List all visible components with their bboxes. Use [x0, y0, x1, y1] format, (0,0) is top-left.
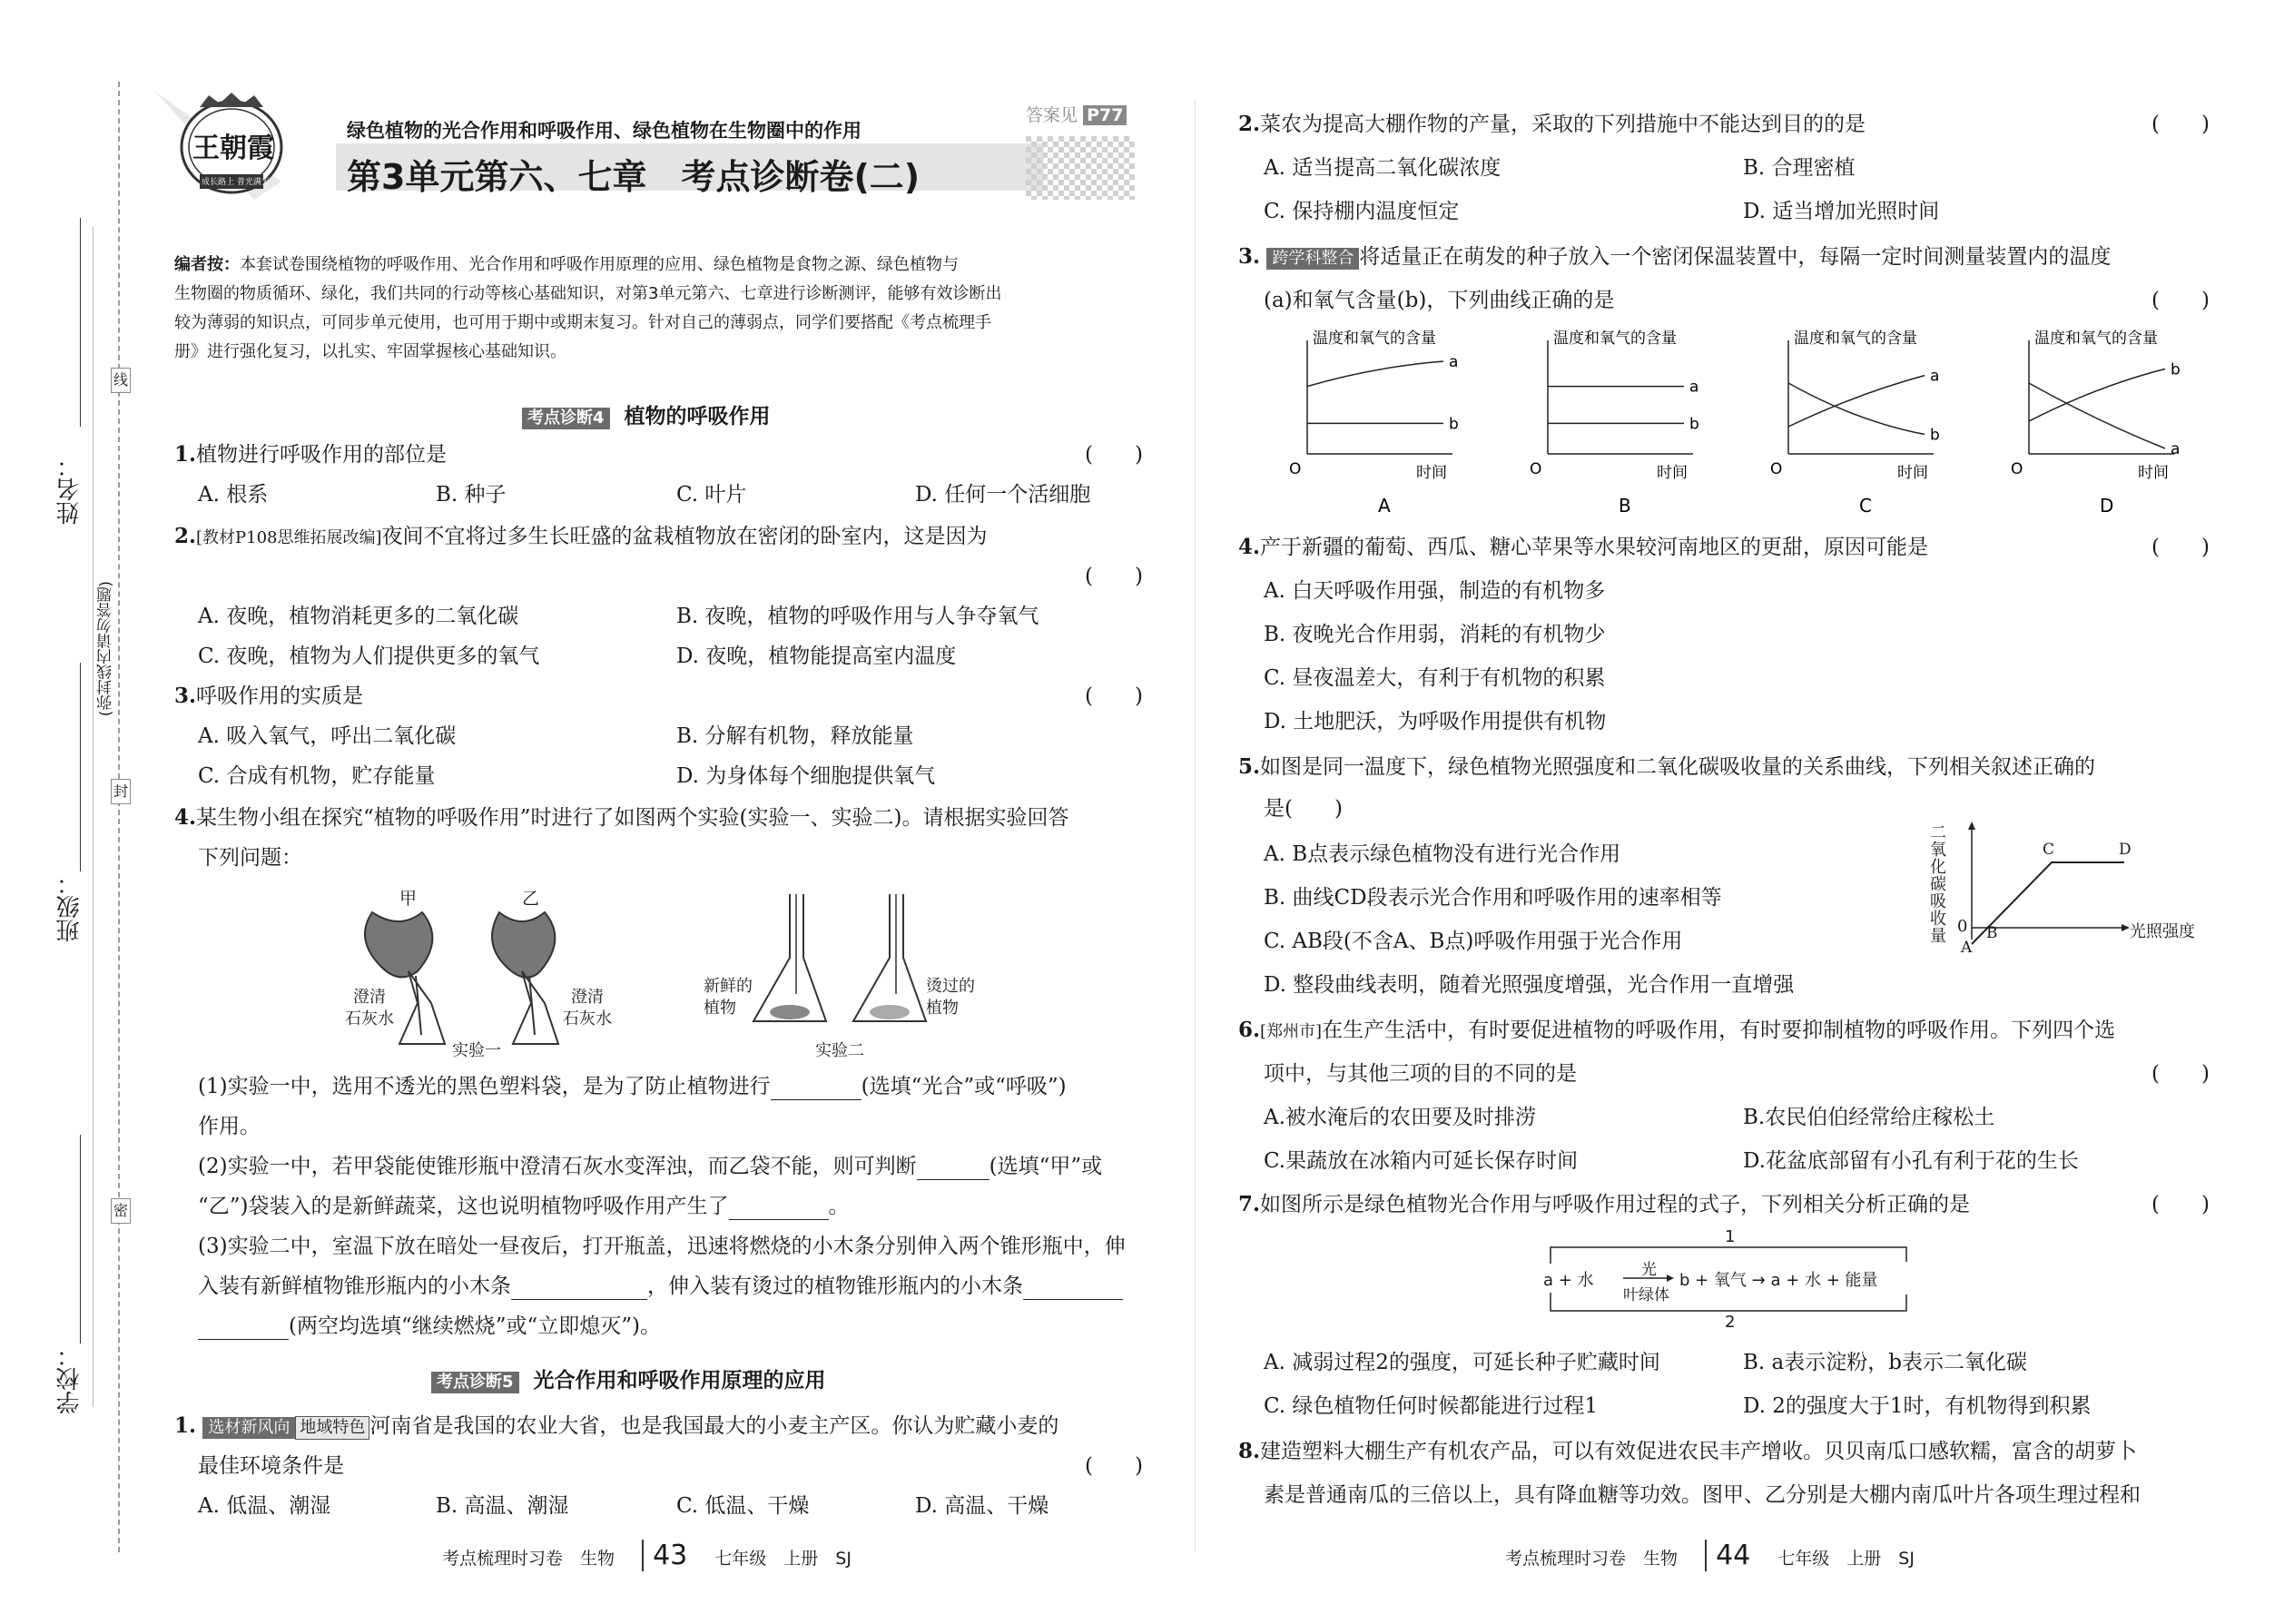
q5-graph [1915, 817, 2224, 971]
page-divider [1195, 100, 1196, 1552]
option-b[interactable]: B. 合理密植 [1743, 156, 1856, 180]
footer-book: 考点梳理时习卷 生物 [1505, 1549, 1679, 1569]
seal-mark-xian: 线 [111, 368, 131, 393]
answer-paren[interactable]: ( ) [2151, 1062, 2210, 1086]
blank-input[interactable] [511, 1299, 647, 1300]
question-text-cont: 项中，与其他三项的目的不同的是 [1264, 1062, 1577, 1086]
page-title: 第3单元第六、七章 考点诊断卷(二) [347, 157, 921, 197]
editor-note-line: 册》进行强化复习，以扎实、牢固掌握核心基础知识。 [174, 342, 566, 361]
answer-paren[interactable]: ( ) [2151, 113, 2210, 136]
option-c[interactable]: C. 夜晚，植物为人们提供更多的氧气 [198, 645, 540, 668]
footer-book: 考点梳理时习卷 生物 [442, 1549, 615, 1569]
origin-label: O [2011, 460, 2023, 478]
option-d[interactable]: D. 整段曲线表明，随着光照强度增强，光合作用一直增强 [1264, 973, 1795, 997]
graph-letter: D [2100, 495, 2114, 517]
question-number: 1. [174, 1413, 197, 1438]
question-number: 8. [1238, 1439, 1261, 1463]
section-heading-4 [522, 399, 771, 429]
section-tag: 考点诊断5 [431, 1372, 519, 1393]
q3-graphs [1280, 327, 2242, 517]
question-number: 2. [1238, 112, 1261, 136]
question-text: 呼吸作用的实质是 [196, 684, 364, 708]
question-number: 3. [174, 684, 197, 708]
right-question-4 [1238, 534, 1928, 561]
question-source: [郑州市] [1260, 1022, 1323, 1041]
section-heading-5 [431, 1363, 826, 1393]
school-field[interactable] [80, 1135, 81, 1343]
class-field[interactable] [80, 663, 81, 871]
option-d[interactable]: D. 任何一个活细胞 [915, 483, 1091, 507]
editor-note-line: 本套试卷围绕植物的呼吸作用、光合作用和呼吸作用原理的应用、绿色植物是食物之源、绿色植物与 [240, 255, 959, 274]
option-d[interactable]: D. 2的强度大于1时，有机物得到积累 [1743, 1394, 2092, 1418]
x-axis-label: 时间 [1897, 464, 1928, 482]
editor-note-line: 生物圈的物质循环、绿化，我们共同的行动等核心基础知识，对第3单元第六、七章进行诊断测评，能够有效诊断出 [174, 284, 1002, 303]
question-tag: 跨学科整合 [1266, 248, 1359, 270]
question-text-cont: 最佳环境条件是 [198, 1454, 344, 1478]
question-number: 5. [1238, 754, 1261, 779]
seal-note: (弥封线内请勿答题) [97, 581, 115, 717]
curve-label: b [2171, 360, 2181, 379]
eq-process-1: 1 [1725, 1227, 1736, 1246]
y-axis-label: 温度和氧气的含量 [1553, 330, 1677, 348]
right-question-6 [1238, 1017, 2115, 1046]
option-a[interactable]: A. 夜晚，植物消耗更多的二氧化碳 [198, 605, 519, 628]
eq-process-2: 2 [1725, 1313, 1736, 1332]
question-text: 将适量正在萌发的种子放入一个密闭保温装置中，每隔一定时间测量装置内的温度 [1359, 245, 2112, 269]
x-axis-label: 时间 [1416, 464, 1447, 482]
q5-ylabel: 二 氧 化 碳 吸 收 量 [1930, 823, 1946, 946]
question-text: 如图所示是绿色植物光合作用与呼吸作用过程的式子，下列相关分析正确的是 [1260, 1193, 1971, 1216]
option-b[interactable]: B. 分解有机物，释放能量 [676, 724, 914, 748]
eq-right: b + 氧气 → a + 水 + 能量 [1679, 1271, 1878, 1290]
question-text: 如图是同一温度下，绿色植物光照强度和二氧化碳吸收量的关系曲线，下列相关叙述正确的 [1260, 755, 2096, 779]
option-a[interactable]: A. B点表示绿色植物没有进行光合作用 [1264, 842, 1621, 866]
answer-ref-label: 答案见 [1026, 105, 1078, 125]
curve-a [1307, 361, 1443, 387]
option-c[interactable]: C. 绿色植物任何时候都能进行过程1 [1264, 1394, 1599, 1418]
label-exp2: 实验二 [815, 1041, 864, 1060]
q4-part3-end: (两空均选填“继续燃烧”或“立即熄灭”)。 [198, 1313, 661, 1340]
origin-label: O [1289, 460, 1302, 478]
option-c[interactable]: C. 合成有机物，贮存能量 [198, 764, 436, 788]
curve-b [1788, 383, 1925, 434]
question-number: 4. [1238, 535, 1261, 559]
option-c[interactable]: C. 昼夜温差大，有利于有机物的积累 [1264, 666, 1606, 690]
answer-ref-page: P77 [1083, 105, 1127, 125]
curve-label: b [1689, 415, 1699, 434]
curve-label: b [1449, 415, 1459, 434]
graph-letter: A [1378, 495, 1391, 517]
question-4 [174, 804, 1068, 832]
binding-margin [0, 0, 127, 1624]
q4-part3-cont: 入装有新鲜植物锥形瓶内的小木条 ，伸入装有烫过的植物锥形瓶内的小木条 [198, 1273, 1123, 1300]
answer-paren[interactable]: ( ) [2151, 536, 2210, 559]
question-2 [174, 523, 988, 552]
option-b[interactable]: B. 夜晚，植物的呼吸作用与人争夺氧气 [676, 605, 1039, 628]
experiment-figure [345, 885, 1017, 1067]
option-d[interactable]: D. 夜晚，植物能提高室内温度 [676, 645, 957, 668]
point-c: C [2043, 841, 2055, 859]
option-a[interactable]: A. 低温、潮湿 [198, 1494, 331, 1518]
question-source: [教材P108思维拓展改编] [196, 528, 382, 547]
option-c[interactable]: C. 叶片 [676, 483, 747, 507]
question-number: 7. [1238, 1192, 1261, 1216]
right-question-5 [1238, 753, 2095, 781]
curve-label: a [1930, 367, 1940, 386]
option-d[interactable]: D. 适当增加光照时间 [1743, 200, 1940, 223]
question-text: 河南省是我国的农业大省，也是我国最大的小麦主产区。你认为贮藏小麦的 [369, 1414, 1059, 1438]
option-b[interactable]: B. a表示淀粉，b表示二氧化碳 [1743, 1351, 2027, 1374]
curve-label: a [1449, 353, 1459, 371]
option-d[interactable]: D. 土地肥沃，为呼吸作用提供有机物 [1264, 710, 1607, 733]
answer-reference [1026, 102, 1127, 126]
class-label: 班级： [56, 871, 84, 942]
option-a[interactable]: A. 根系 [198, 483, 269, 507]
blank-input[interactable] [1023, 1299, 1123, 1300]
option-d[interactable]: D. 高温、干燥 [915, 1494, 1049, 1518]
school-label: 学校： [56, 1343, 84, 1414]
question-number: 6. [1238, 1018, 1261, 1042]
option-d[interactable]: D.花盆底部留有小孔有利于花的生长 [1743, 1149, 2079, 1173]
footer-grade: 七年级 上册 SJ [714, 1549, 852, 1569]
q4-part3: (3)实验二中，室温下放在暗处一昼夜后，打开瓶盖，迅速将燃烧的小木条分别伸入两个锥形瓶中，伸 [198, 1235, 1126, 1258]
question-number: 1. [174, 442, 197, 467]
question-text: 某生物小组在探究“植物的呼吸作用”时进行了如图两个实验(实验一、实验二)。请根据实验回答 [196, 806, 1069, 830]
answer-paren[interactable]: ( ) [1085, 565, 1143, 588]
question-1 [174, 441, 447, 468]
point-b: B [1986, 924, 1998, 942]
experiment-illustration [345, 885, 1017, 1067]
eq-chloroplast: 叶绿体 [1623, 1286, 1669, 1304]
y-axis-label: 温度和氧气的含量 [1794, 330, 1917, 348]
section-tag: 考点诊断4 [522, 408, 610, 429]
brand-seal [172, 91, 290, 200]
option-c[interactable]: C.果蔬放在冰箱内可延长保存时间 [1264, 1149, 1579, 1173]
question-tag: 地域特色 [295, 1416, 369, 1440]
y-axis-label: 温度和氧气的含量 [2034, 330, 2158, 348]
question-text-cont: (a)和氧气含量(b)，下列曲线正确的是 [1264, 289, 1615, 312]
footer-right [1505, 1540, 1915, 1571]
footer-left [442, 1540, 852, 1571]
option-b[interactable]: B. 曲线CD段表示光合作用和呼吸作用的速率相等 [1264, 886, 1722, 910]
label-lime-water-2: 澄清 石灰水 [563, 988, 612, 1029]
s5-question-1 [174, 1412, 1058, 1440]
graph-letter: B [1619, 495, 1631, 517]
blank-input[interactable] [198, 1339, 289, 1340]
question-text: 菜农为提高大棚作物的产量，采取的下列措施中不能达到目的的是 [1260, 113, 1866, 136]
question-text-cont: 素是普通南瓜的三倍以上，具有降血糖等功效。图甲、乙分别是大棚内南瓜叶片各项生理过程和 [1264, 1483, 2141, 1507]
editor-note-line: 较为薄弱的知识点，可同步单元使用，也可用于期中或期末复习。针对自己的薄弱点，同学们要搭配《考点梳理手 [174, 313, 991, 332]
origin-label: O [1530, 460, 1542, 478]
name-field[interactable] [80, 218, 81, 427]
question-text: 在生产生活中，有时要促进植物的呼吸作用，有时要抑制植物的呼吸作用。下列四个选 [1322, 1019, 2116, 1042]
option-c[interactable]: C. 保持棚内温度恒定 [1264, 200, 1460, 223]
option-b[interactable]: B. 高温、潮湿 [436, 1494, 569, 1518]
answer-paren[interactable]: ( ) [1085, 443, 1143, 467]
editor-note-lead: 编者按： [174, 255, 240, 274]
curve-b [2029, 369, 2165, 421]
right-question-7 [1238, 1191, 1970, 1218]
label-boiled-plant: 烫过的 植物 [926, 977, 975, 1018]
curve-label: b [1930, 426, 1940, 445]
curve-label: a [2171, 440, 2181, 458]
q4-part2-cont: “乙”)袋装入的是新鲜蔬菜，这也说明植物呼吸作用产生了 。 [198, 1195, 850, 1218]
right-question-3 [1238, 243, 2111, 271]
curve-a [1788, 376, 1925, 427]
option-b[interactable]: B.农民伯伯经常给庄稼松土 [1743, 1106, 1995, 1129]
point-d: D [2119, 841, 2132, 859]
q4-part2: (2)实验一中，若甲袋能使锥形瓶中澄清石灰水变浑浊，而乙袋不能，则可判断 (选填“甲”或 [198, 1155, 1103, 1178]
question-text: 建造塑料大棚生产有机农产品，可以有效促进农民丰产增收。贝贝南瓜口感软糯，富含的胡萝卜 [1260, 1440, 2138, 1463]
option-a[interactable]: A.被水淹后的农田要及时排涝 [1264, 1106, 1536, 1129]
blank-input[interactable] [917, 1179, 989, 1180]
option-a[interactable]: A. 白天呼吸作用强，制造的有机物多 [1264, 579, 1606, 603]
header-banner [154, 82, 1153, 209]
option-a[interactable]: A. 减弱过程2的强度，可延长种子贮藏时间 [1264, 1351, 1660, 1374]
option-c[interactable]: C. 低温、干燥 [676, 1494, 810, 1518]
q5-xlabel: 光照强度 [2130, 922, 2195, 941]
question-text: 植物进行呼吸作用的部位是 [196, 443, 448, 467]
page-number: 43 [642, 1540, 687, 1571]
blank-input[interactable] [729, 1219, 829, 1220]
editor-note [174, 251, 1164, 367]
curve-a [2029, 383, 2165, 448]
y-axis-label: 温度和氧气的含量 [1313, 330, 1436, 348]
right-question-8 [1238, 1438, 2137, 1465]
section-title: 光合作用和呼吸作用原理的应用 [533, 1369, 826, 1393]
brand-slogan: 成长路上 普光满天 [202, 178, 270, 187]
option-a[interactable]: A. 吸入氧气，呼出二氧化碳 [198, 724, 457, 748]
question-tag: 选材新风向 [202, 1417, 295, 1439]
right-question-2 [1238, 111, 1866, 138]
q3-graph-svg [1280, 327, 2242, 517]
curve-label: a [1689, 378, 1699, 397]
section-title: 植物的呼吸作用 [624, 405, 771, 428]
question-number: 2. [174, 524, 197, 548]
question-text: 产于新疆的葡萄、西瓜、糖心苹果等水果较河南地区的更甜，原因可能是 [1260, 536, 1929, 559]
x-axis-label: 时间 [1657, 464, 1688, 482]
point-a: A [1961, 939, 1973, 957]
x-axis-label: 时间 [2138, 464, 2169, 482]
eq-light: 光 [1641, 1261, 1657, 1279]
q5-origin: 0 [1957, 917, 1968, 936]
binding-line-inner [93, 227, 94, 1407]
question-number: 4. [174, 805, 197, 830]
label-fresh-plant: 新鲜的 植物 [704, 977, 753, 1018]
option-b[interactable]: B. 夜晚光合作用弱，消耗的有机物少 [1264, 623, 1606, 646]
seal-mark-feng: 封 [111, 779, 131, 804]
q4-part1-cont: 作用。 [198, 1115, 261, 1138]
header-subtitle: 绿色植物的光合作用和呼吸作用、绿色植物在生物圈中的作用 [347, 120, 861, 142]
q7-equation [1543, 1227, 1925, 1336]
option-b[interactable]: B. 种子 [436, 483, 507, 507]
label-lime-water-1: 澄清 石灰水 [345, 988, 394, 1029]
label-exp1: 实验一 [452, 1041, 501, 1060]
question-number: 3. [1238, 244, 1261, 269]
answer-paren[interactable]: ( ) [2151, 1193, 2210, 1216]
answer-paren[interactable]: ( ) [2151, 289, 2210, 312]
graph-letter: C [1859, 495, 1872, 517]
option-d[interactable]: D. 为身体每个细胞提供氧气 [676, 764, 936, 788]
page-number: 44 [1705, 1540, 1750, 1571]
option-a[interactable]: A. 适当提高二氧化碳浓度 [1264, 156, 1501, 180]
seal-mark-mi: 密 [111, 1198, 131, 1224]
answer-paren[interactable]: ( ) [1085, 684, 1143, 708]
answer-paren[interactable]: ( ) [1085, 1454, 1143, 1478]
origin-label: O [1770, 460, 1783, 478]
footer-grade: 七年级 上册 SJ [1777, 1549, 1915, 1569]
label-yi: 乙 [522, 889, 540, 909]
name-label: 姓名： [56, 454, 84, 525]
question-text: 夜间不宜将过多生长旺盛的盆栽植物放在密闭的卧室内，这是因为 [381, 525, 988, 548]
question-text-cont[interactable]: 是( ) [1264, 797, 1343, 821]
label-jia: 甲 [399, 889, 418, 909]
question-text-cont: 下列问题： [198, 846, 302, 870]
eq-left: a + 水 [1543, 1271, 1594, 1290]
brand-name: 王朝霞 [192, 133, 274, 164]
binding-line [118, 82, 120, 1552]
q4-part1: (1)实验一中，选用不透光的黑色塑料袋，是为了防止植物进行 (选填“光合”或“呼吸”) [198, 1075, 1067, 1098]
option-c[interactable]: C. AB段(不含A、B点)呼吸作用强于光合作用 [1264, 930, 1683, 953]
blank-input[interactable] [771, 1099, 861, 1100]
question-3 [174, 683, 363, 710]
